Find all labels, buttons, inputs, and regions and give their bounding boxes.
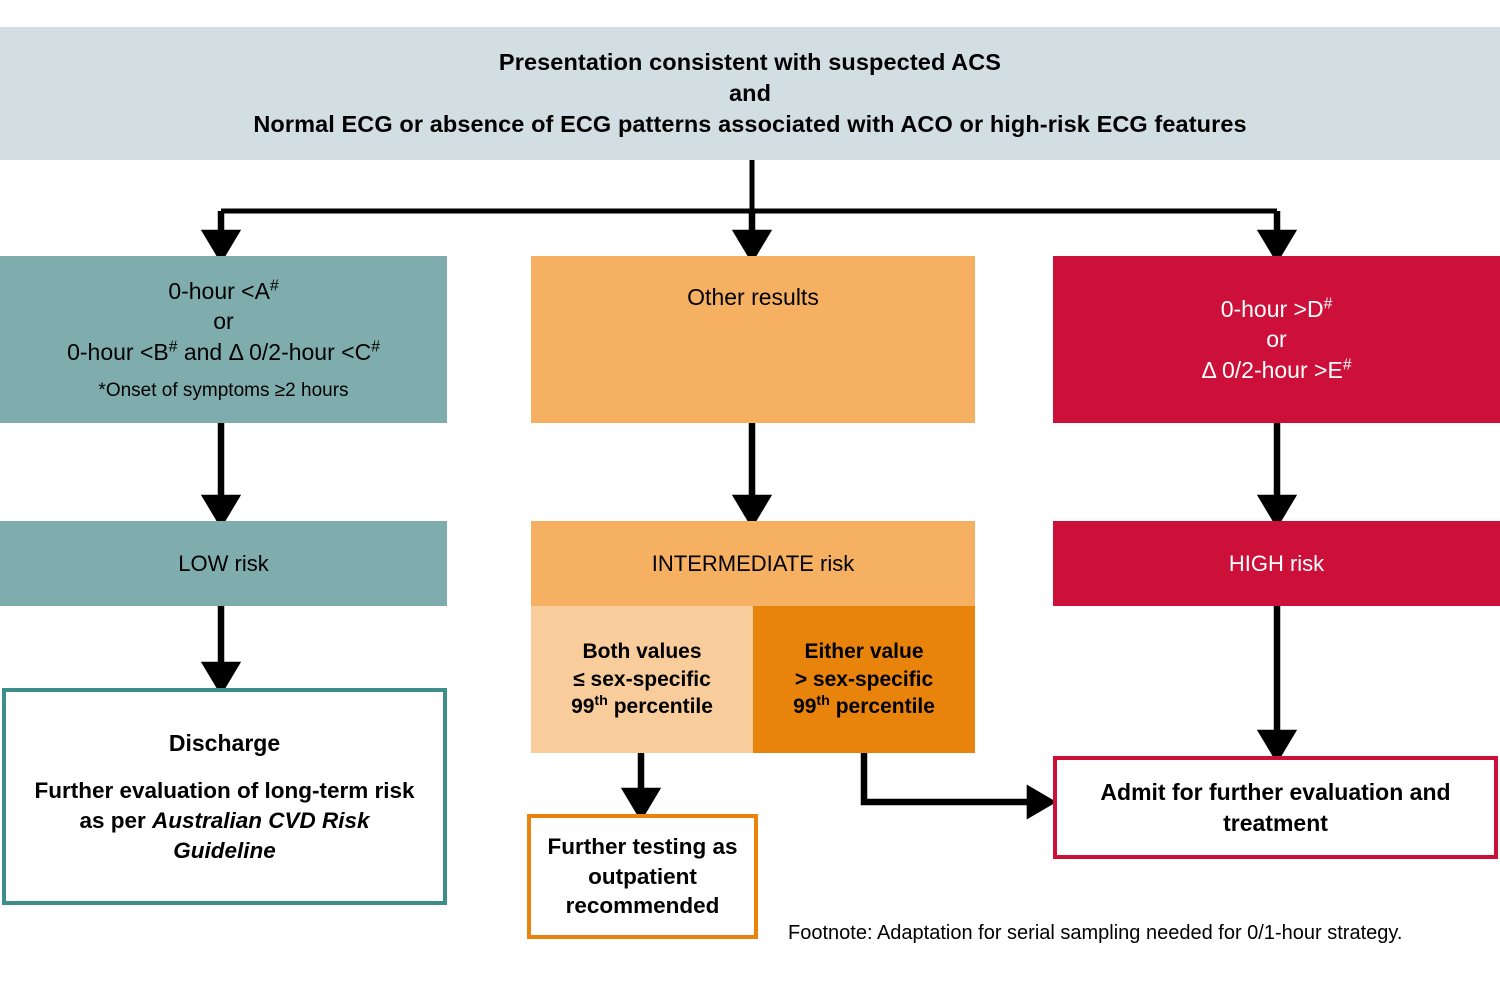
either-value-line-2: > sex-specific <box>794 667 934 691</box>
discharge-title: Discharge <box>168 729 281 756</box>
high-risk-label: HIGH risk <box>1228 550 1325 576</box>
header-line-3: Normal ECG or absence of ECG patterns associated with ACO or high-risk ECG features <box>253 111 1247 137</box>
header-banner <box>0 27 1500 160</box>
other-results-box <box>531 256 975 423</box>
admit-label: Admit for further evaluation and treatment <box>1100 779 1451 836</box>
other-results-label: Other results <box>687 284 819 310</box>
discharge-detail <box>28 776 421 865</box>
further-testing-label: Further testing as outpatient recommended <box>547 833 738 919</box>
low-risk-label-box <box>0 521 447 606</box>
intermediate-risk-label: INTERMEDIATE risk <box>651 550 855 576</box>
low-criteria-note: *Onset of symptoms ≥2 hours <box>98 380 349 401</box>
header-line-1: Presentation consistent with suspected ACS <box>498 48 1002 75</box>
high-criteria-line-2: or <box>1266 326 1287 353</box>
both-values-box <box>531 606 753 753</box>
intermediate-risk-label-box <box>531 521 975 606</box>
footnote-text: Footnote: Adaptation for serial sampling needed for 0/1-hour strategy. <box>788 922 1403 944</box>
header-line-2: and <box>728 79 772 106</box>
high-risk-label-box <box>1053 521 1500 606</box>
admit-outcome-box <box>1053 756 1498 859</box>
both-values-line-1: Both values <box>582 639 702 663</box>
either-value-line-1: Either value <box>804 639 924 663</box>
further-testing-outcome-box <box>527 814 758 939</box>
discharge-outcome-box <box>2 688 447 905</box>
both-values-line-3: 99th percentile <box>571 693 713 719</box>
low-criteria-line-2: or <box>213 308 234 335</box>
low-risk-label: LOW risk <box>178 550 269 576</box>
high-risk-criteria-box <box>1053 256 1500 423</box>
low-criteria-line-3: 0-hour <B# and Δ 0/2-hour <C# <box>67 337 380 365</box>
either-value-box <box>753 606 975 753</box>
either-value-line-3: 99th percentile <box>793 693 935 719</box>
both-values-line-2: ≤ sex-specific <box>573 667 711 691</box>
high-criteria-line-3: Δ 0/2-hour >E# <box>1201 356 1352 383</box>
low-risk-criteria-box <box>0 256 447 423</box>
low-criteria-line-1: 0-hour <A# <box>168 277 279 304</box>
discharge-detail-prefix: Further evaluation of long-term risk as per <box>34 778 415 833</box>
discharge-detail-guideline: Australian CVD Risk Guideline <box>151 807 370 863</box>
high-criteria-line-1: 0-hour >D# <box>1220 295 1333 322</box>
